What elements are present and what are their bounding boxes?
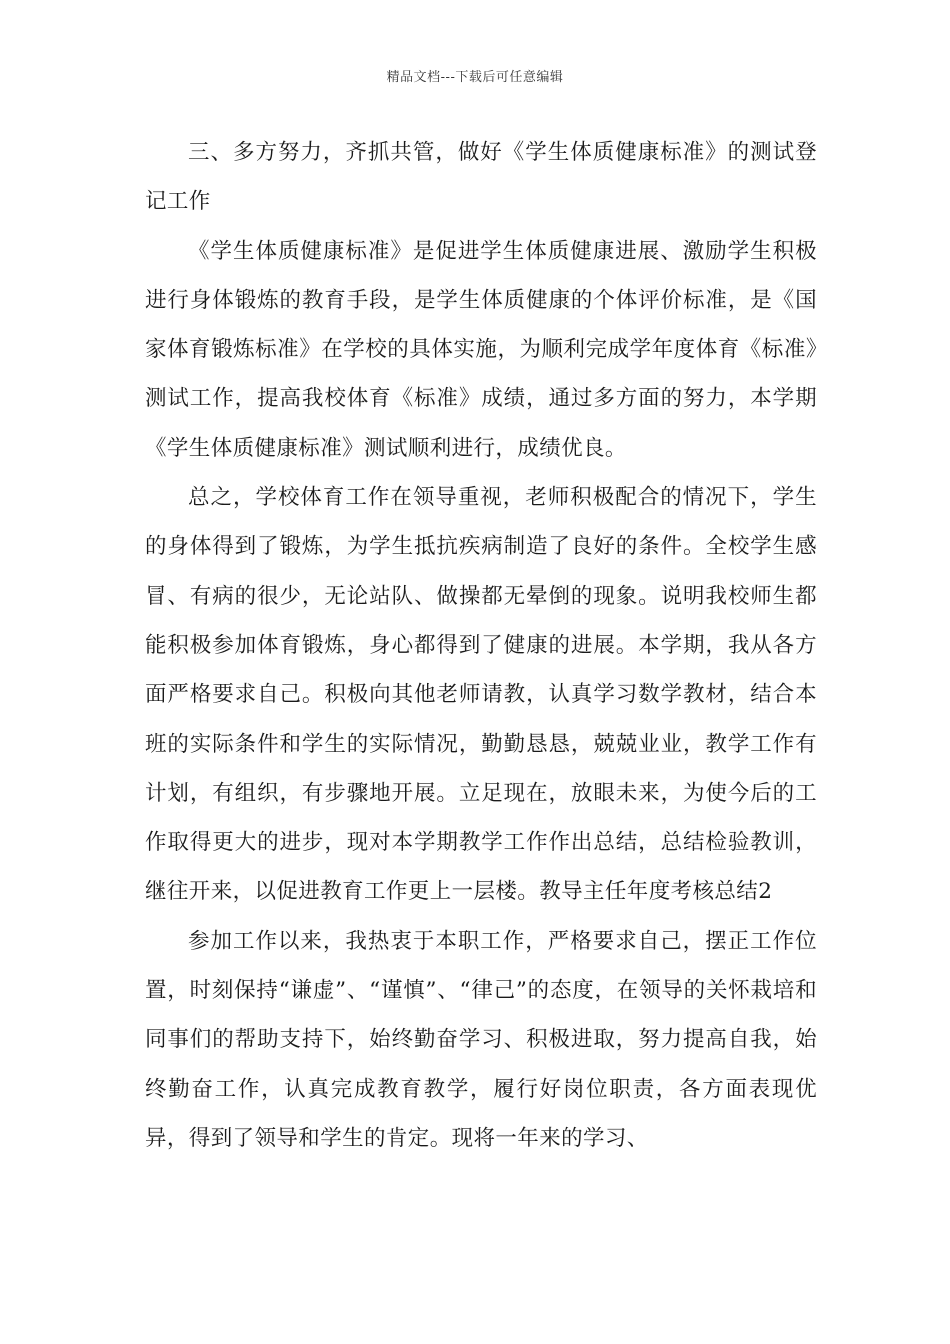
- paragraph-work-review: 参加工作以来，我热衷于本职工作，严格要求自己，摆正工作位置，时刻保持“谦虚”、“谨慎”、“律己”的态度，在领导的关怀栽培和同事们的帮助支持下，始终勤奋学习、积极进取，努力提高自我，始终勤奋工作，认真完成教育教学，履行好岗位职责，各方面表现优异，得到了领导和学生的肯定。现将一年来的学习、: [145, 928, 817, 1151]
- page-header: 精品文档---下载后可任意编辑: [386, 70, 564, 85]
- document-body: [145, 128, 817, 1163]
- paragraph-summary: 总之，学校体育工作在领导重视，老师积极配合的情况下，学生的身体得到了锻炼，为学生抵抗疾病制造了良好的条件。全校学生感冒、有病的很少，无论站队、做操都无晕倒的现象。说明我校师生都能积极参加体育锻炼，身心都得到了健康的进展。本学期，我从各方面严格要求自己。积极向其他老师请教，认真学习数学教材，结合本班的实际条件和学生的实际情况，勤勤恳恳，兢兢业业，教学工作有计划，有组织，有步骤地开展。立足现在，放眼未来，为使今后的工作取得更大的进步，现对本学期教学工作作出总结，总结检验教训，继往开来，以促进教育工作更上一层楼。教导主任年度考核总结2: [145, 485, 817, 905]
- paragraph-standard-intro: 《学生体质健康标准》是促进学生体质健康进展、激励学生积极进行身体锻炼的教育手段，是学生体质健康的个体评价标准，是《国家体育锻炼标准》在学校的具体实施，为顺利完成学年度体育《标准》测试工作，提高我校体育《标准》成绩，通过多方面的努力，本学期《学生体质健康标准》测试顺利进行，成绩优良。: [145, 238, 817, 461]
- section-heading: 三、多方努力，齐抓共管，做好《学生体质健康标准》的测试登记工作: [145, 140, 817, 215]
